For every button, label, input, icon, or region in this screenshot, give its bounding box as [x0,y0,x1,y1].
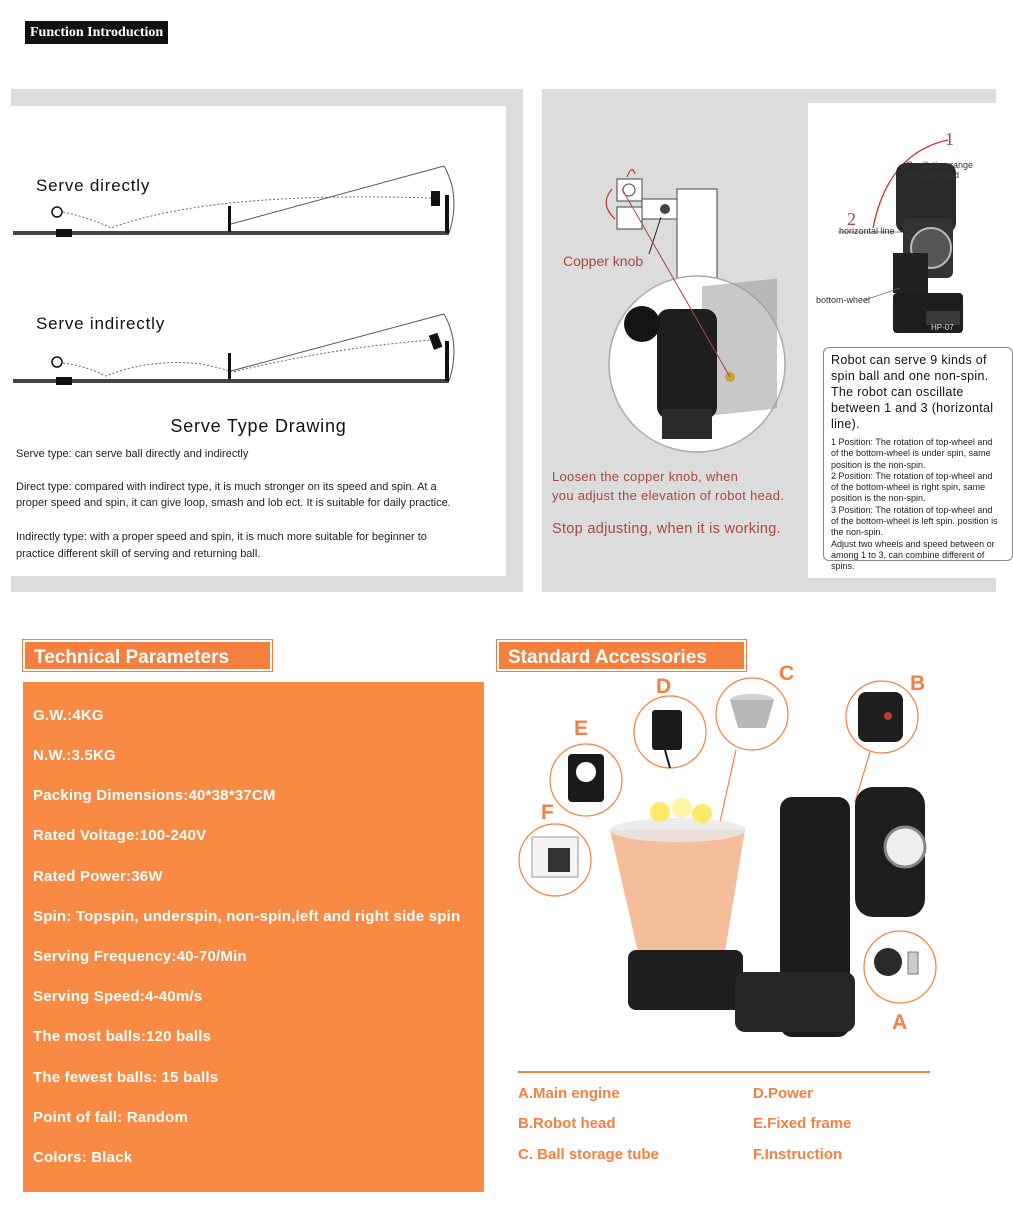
serve-indirect-diagram [11,286,506,396]
model-badge: HP-07 [931,323,954,332]
param-point-of-fall: Point of fall: Random [33,1109,189,1126]
param-most-balls: The most balls:120 balls [33,1028,212,1045]
serve-type-text: Serve type: can serve ball directly and indirectly [16,448,249,460]
position-1-number: 1 [945,129,954,149]
spin-position-3: 3 Position: The rotation of top-wheel and of the bottom-wheel is left spin. position is the non-spin. [831,504,998,538]
standard-accessories-title: Standard Accessories [497,640,746,671]
technical-parameters-box [23,682,484,1192]
serve-type-card [11,106,506,576]
loosen-knob-line2: you adjust the elevation of robot head. [552,488,785,503]
stop-adjusting-note: Stop adjusting, when it is working. [552,521,781,537]
direct-type-line1: Direct type: compared with indirect type, it is much stronger on its speed and spin. At a [16,481,437,493]
bottom-wheel-label: bottom-wheel [816,295,871,305]
param-packing-dimensions: Packing Dimensions:40*38*37CM [33,787,276,804]
accessory-robot-head: B.Robot head [518,1115,616,1132]
accessory-ball-storage-tube: C. Ball storage tube [518,1146,659,1163]
serve-direct-diagram [11,136,506,246]
indirect-type-line2: practice different skill of serving and returning ball. [16,548,261,560]
accessory-letter-e: E [574,717,589,740]
spin-position-2: 2 Position: The rotation of top-wheel and of the bottom-wheel is right spin, same position is the non-spin. [831,470,993,504]
spin-info-box [823,347,1013,572]
position-2-number: 2 [847,209,856,229]
direct-type-line2: proper speed and spin, it can give loop, smash and lob ect. It is suitable for daily practice. [16,497,451,509]
accessory-instruction: F.Instruction [753,1146,843,1163]
page-title: Function Introduction [25,21,168,44]
param-serving-speed: Serving Speed:4-40m/s [33,988,203,1005]
spin-info-list [831,437,1001,573]
spin-position-1: 1 Position: The rotation of top-wheel and of the bottom-wheel is under spin, same position is the non-spin. [831,437,993,470]
accessory-fixed-frame: E.Fixed frame [753,1115,852,1132]
robot-head-panel [542,89,996,592]
param-net-weight: N.W.:3.5KG [33,747,116,764]
spin-adjust-note: Adjust two wheels and speed between or among 1 to 3, can combine different of spins. [831,538,995,572]
oscillation-illustration [808,103,1008,343]
accessory-main-engine: A.Main engine [518,1085,620,1102]
copper-knob-label: Copper knob [563,253,644,269]
loosen-knob-line1: Loosen the copper knob, when [552,469,739,484]
serve-type-drawing-caption: Serve Type Drawing [170,416,347,436]
param-serving-frequency: Serving Frequency:40-70/Min [33,948,247,965]
serve-type-panel [11,89,523,592]
param-rated-power: Rated Power:36W [33,868,163,885]
indirect-type-line1: Indirectly type: with a proper speed and spin, it is much more suitable for beginner to [16,531,427,543]
accessories-divider [518,1071,930,1073]
param-rated-voltage: Rated Voltage:100-240V [33,827,207,844]
param-fewest-balls: The fewest balls: 15 balls [33,1069,219,1086]
accessory-power: D.Power [753,1085,814,1102]
accessory-letter-b: B [910,672,926,695]
horizontal-line-label: horizontal line [839,226,895,236]
accessory-letter-a: A [892,1011,908,1034]
accessory-letter-d: D [656,675,672,698]
oscillation-range-line1: Oscillation range [906,160,974,170]
elevation-schematic-icon [587,159,717,259]
technical-parameters-title: Technical Parameters [23,640,272,671]
accessory-letter-c: C [779,662,795,685]
param-spin: Spin: Topspin, underspin, non-spin,left and right side spin [33,908,461,925]
serve-directly-label: Serve directly [36,176,151,195]
oscillation-range-line2: of robot head [906,170,960,180]
spin-info-main: Robot can serve 9 kinds of spin ball and one non-spin. The robot can oscillate between 1 and 3 (horizontal line). [831,353,994,431]
serve-indirectly-label: Serve indirectly [36,314,166,333]
param-gross-weight: G.W.:4KG [33,707,104,724]
accessory-letter-f: F [541,801,554,824]
param-colors: Colors: Black [33,1149,133,1166]
robot-head-zoom-illustration [582,269,782,459]
